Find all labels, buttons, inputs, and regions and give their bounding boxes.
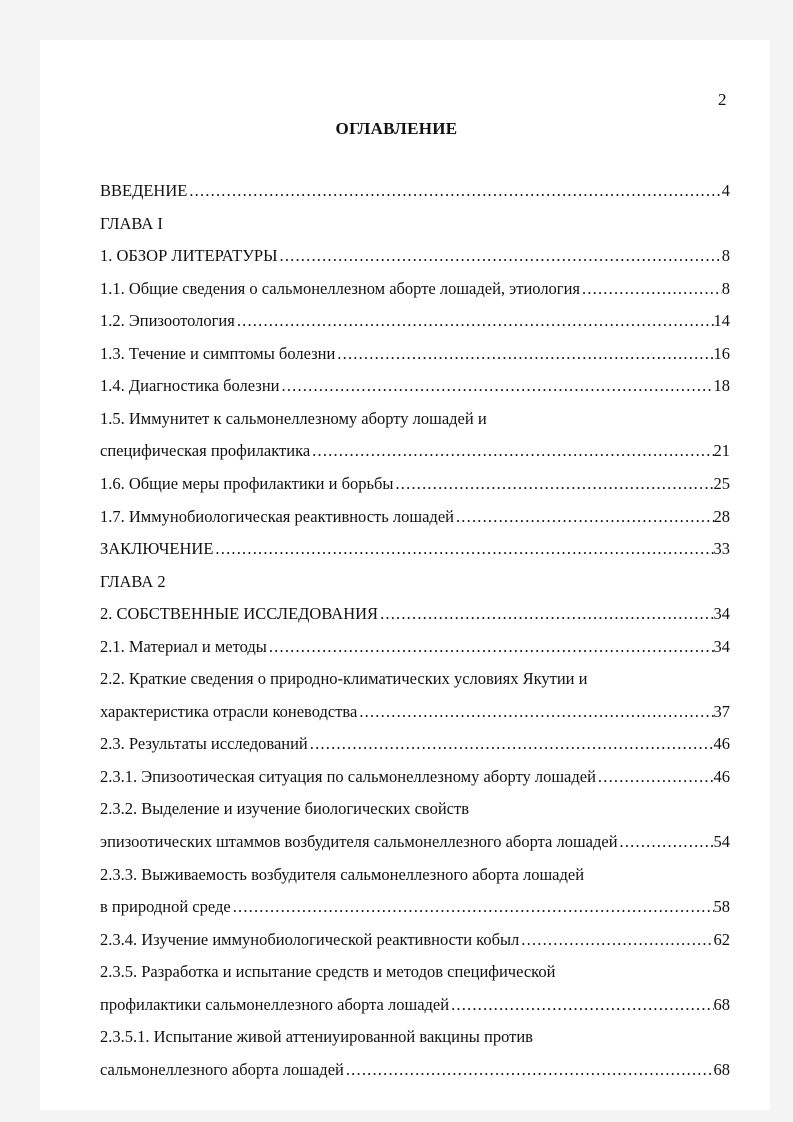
- toc-entry-title: 2.2. Краткие сведения о природно-климатических условиях Якутии и: [100, 669, 588, 689]
- toc-entry: [100, 797, 730, 821]
- toc-entry: [100, 472, 730, 496]
- toc-dot-leader: [235, 309, 714, 333]
- toc-dot-leader: [449, 993, 713, 1017]
- toc-entry: [100, 895, 730, 919]
- toc-entry: [100, 960, 730, 984]
- toc-entry-page-number: 18: [713, 376, 730, 396]
- toc-heading: ОГЛАВЛЕНИЕ: [335, 119, 458, 138]
- toc-entry-page-number: 54: [713, 832, 730, 851]
- toc-entry-title: 1.2. Эпизоотология: [100, 311, 235, 331]
- toc-entry-page-number: 68: [713, 1059, 730, 1079]
- toc-entry-title: 1.4. Диагностика болезни: [100, 376, 280, 396]
- toc-entry-title: 1.1. Общие сведения о сальмонеллезном аборте лошадей, этиология: [100, 278, 580, 298]
- toc-dot-leader: [213, 537, 713, 561]
- toc-entry-title: 2.3.1. Эпизоотическая ситуация по сальмонеллезному аборту лошадей: [100, 766, 596, 786]
- toc-entry: [100, 570, 730, 594]
- toc-entry-page-number: 34: [713, 604, 730, 624]
- toc-entry-title: ГЛАВА 2: [100, 571, 166, 591]
- toc-entry-title: сальмонеллезного аборта лошадей: [100, 1059, 344, 1079]
- toc-entry: [100, 700, 730, 724]
- toc-dot-leader: [278, 244, 722, 268]
- toc-entry: [100, 212, 730, 236]
- toc-entry-title: 2.1. Материал и методы: [100, 636, 267, 656]
- toc-entry: [100, 635, 730, 659]
- toc-entry-title: ЗАКЛЮЧЕНИЕ: [100, 539, 214, 559]
- toc-entry: [100, 505, 730, 529]
- toc-entry: [100, 667, 730, 691]
- toc-entry-title: 2. СОБСТВЕННЫЕ ИССЛЕДОВАНИЯ: [100, 604, 379, 624]
- toc-dot-leader: [187, 179, 721, 203]
- toc-entry: [100, 602, 730, 626]
- toc-entry-page-number: 21: [713, 441, 730, 461]
- toc-entry-page-number: 37: [713, 701, 730, 721]
- toc-entry-title: 2.3.5. Разработка и испытание средств и методов специфической: [100, 962, 556, 982]
- toc-entry-page-number: 8: [721, 246, 730, 266]
- toc-entry: [100, 928, 730, 952]
- toc-entry-page-number: 34: [713, 636, 730, 656]
- toc-entry-page-number: 8: [721, 278, 730, 298]
- toc-entry-page-number: 4: [721, 181, 730, 200]
- toc-entry: [100, 537, 730, 561]
- toc-entry-title: 1.6. Общие меры профилактики и борьбы: [100, 473, 394, 493]
- toc-entry: [100, 732, 730, 756]
- toc-dot-leader: [280, 374, 714, 398]
- toc-entry-page-number: 46: [713, 734, 730, 754]
- toc-entry: [100, 993, 730, 1017]
- toc-dot-leader: [357, 700, 713, 724]
- toc-dot-leader: [231, 895, 714, 919]
- toc-entry-title: в природной среде: [100, 897, 231, 917]
- toc-entry: [100, 439, 730, 463]
- toc-dot-leader: [335, 342, 713, 366]
- page-number: 2: [718, 90, 727, 109]
- toc-entry: [100, 179, 730, 203]
- toc-entry-title: 2.3.5.1. Испытание живой аттениуированной вакцины против: [100, 1027, 533, 1047]
- toc-entry-page-number: 25: [713, 473, 730, 493]
- toc-entry: [100, 1025, 730, 1049]
- toc-entry: [100, 374, 730, 398]
- toc-entry-title: 2.3.3. Выживаемость возбудителя сальмонеллезного аборта лошадей: [100, 864, 585, 884]
- toc-entry: [100, 830, 730, 854]
- toc-entry: [100, 342, 730, 366]
- toc-entry: [100, 407, 730, 431]
- toc-entry-title: специфическая профилактика: [100, 441, 311, 461]
- toc-entry-title: 1.3. Течение и симптомы болезни: [100, 343, 336, 363]
- toc-entry-title: 1. ОБЗОР ЛИТЕРАТУРЫ: [100, 246, 278, 266]
- toc-entry-page-number: 33: [713, 539, 730, 559]
- toc-entry-page-number: 46: [713, 766, 730, 786]
- toc-entry-page-number: 16: [713, 343, 730, 363]
- toc-entry-page-number: 58: [713, 897, 730, 917]
- toc-entry-title: ВВЕДЕНИЕ: [100, 181, 188, 200]
- toc-dot-leader: [580, 277, 722, 301]
- toc-entry-page-number: 14: [713, 311, 730, 331]
- toc-entry-page-number: 68: [713, 994, 730, 1014]
- toc-dot-leader: [519, 928, 713, 952]
- toc-entry-title: 1.5. Иммунитет к сальмонеллезному аборту лошадей и: [100, 408, 487, 428]
- toc-entry-title: ГЛАВА I: [100, 213, 163, 233]
- toc-dot-leader: [596, 765, 714, 789]
- toc-entry: [100, 1058, 730, 1082]
- toc-entry-title: характеристика отрасли коневодства: [100, 701, 358, 721]
- toc-dot-leader: [310, 439, 713, 463]
- toc-dot-leader: [618, 830, 714, 854]
- toc-entry-title: 1.7. Иммунобиологическая реактивность лошадей: [100, 506, 454, 526]
- toc-dot-leader: [378, 602, 713, 626]
- toc-dot-leader: [393, 472, 713, 496]
- toc-entry-title: 2.3. Результаты исследований: [100, 734, 308, 754]
- toc-entry: [100, 765, 730, 789]
- toc-entry: [100, 244, 730, 268]
- toc-dot-leader: [308, 732, 714, 756]
- toc-entry-title: 2.3.2. Выделение и изучение биологических свойств: [100, 799, 469, 819]
- toc-entry: [100, 863, 730, 887]
- toc-dot-leader: [344, 1058, 714, 1082]
- toc-entry: [100, 277, 730, 301]
- toc-entry-page-number: 28: [713, 506, 730, 526]
- toc-dot-leader: [267, 635, 714, 659]
- toc-entry-title: профилактики сальмонеллезного аборта лошадей: [100, 994, 450, 1014]
- toc-entry-title: 2.3.4. Изучение иммунобиологической реактивности кобыл: [100, 929, 520, 949]
- toc-entry-title: эпизоотических штаммов возбудителя сальмонеллезного аборта лошадей: [100, 832, 618, 851]
- toc-entry: [100, 309, 730, 333]
- toc-entry-page-number: 62: [713, 929, 730, 949]
- toc-dot-leader: [454, 505, 714, 529]
